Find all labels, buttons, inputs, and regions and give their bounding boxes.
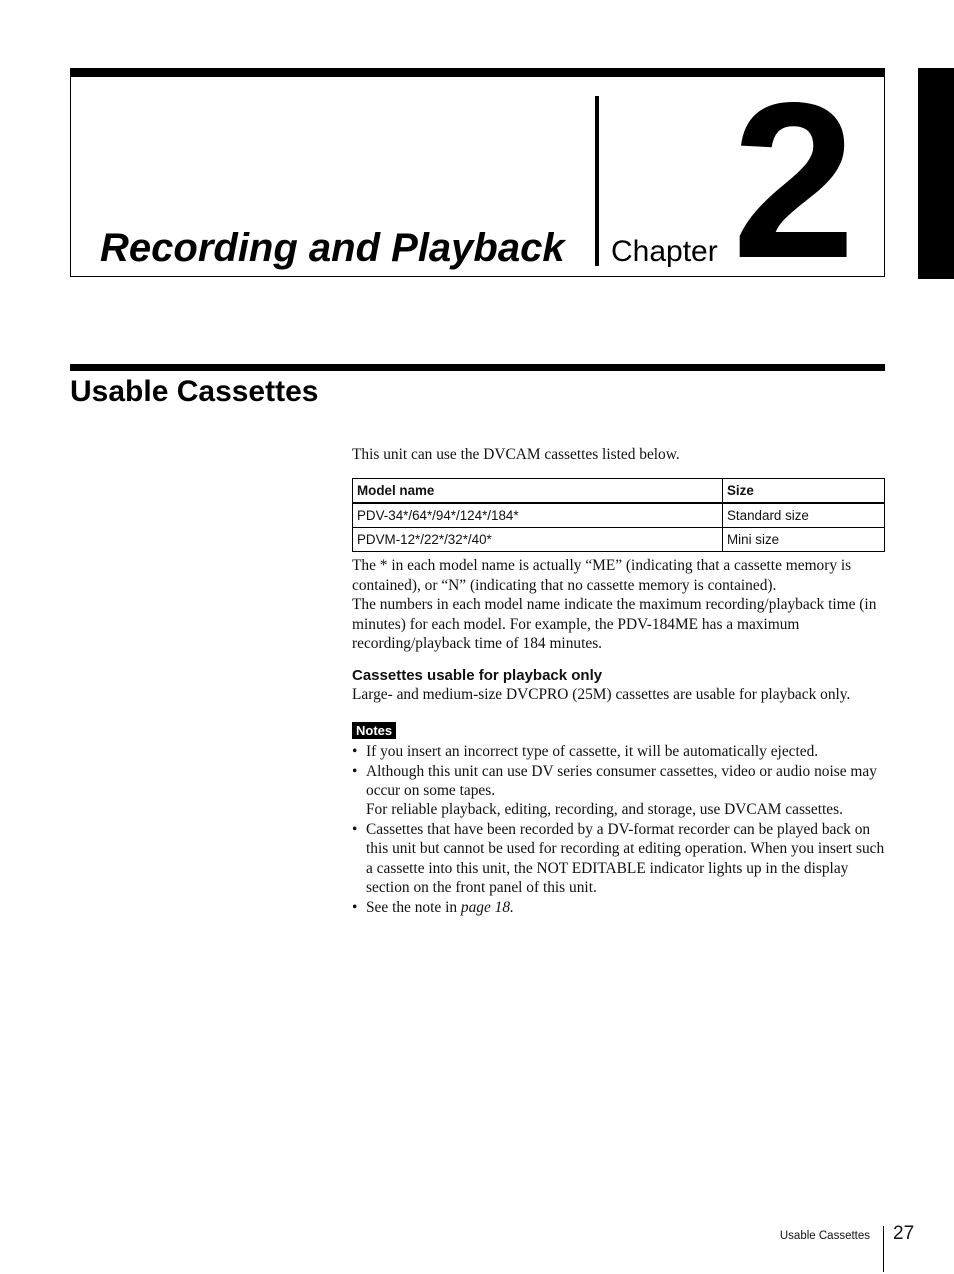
- chapter-title: Recording and Playback: [100, 226, 565, 270]
- table-header-row: [353, 479, 885, 504]
- note-text: If you insert an incorrect type of cassette, it will be automatically ejected.: [366, 743, 819, 761]
- notes-list: [352, 742, 885, 917]
- page-number: 27: [893, 1223, 915, 1244]
- playback-only-heading: Cassettes usable for playback only: [352, 667, 603, 685]
- footer-divider: [883, 1226, 884, 1272]
- note-text: See the note in: [366, 898, 458, 916]
- list-item: [352, 898, 885, 917]
- footer-section-label: Usable Cassettes: [779, 1230, 870, 1242]
- table-cell-size: Standard size: [723, 503, 885, 528]
- list-item: [352, 742, 885, 761]
- table-row: [353, 528, 885, 552]
- chapter-side-tab: [918, 68, 954, 279]
- chapter-label: Chapter: [611, 235, 718, 268]
- notes-label: Notes: [352, 722, 396, 739]
- section-title: Usable Cassettes: [70, 375, 319, 408]
- note-text: Cassettes that have been recorded by a DV-format recorder can be played back on this unit but cannot be used for recording at editing operation. When you insert such a cassette into this unit, the NOT EDITABLE indicator lights up in the display section on the front panel of this unit.: [366, 820, 885, 897]
- table-cell-model: PDV-34*/64*/94*/124*/184*: [353, 503, 723, 528]
- chapter-divider: [595, 96, 599, 266]
- playback-only-text: Large- and medium-size DVCPRO (25M) cassettes are usable for playback only.: [352, 686, 851, 704]
- table-cell-model: PDVM-12*/22*/32*/40*: [353, 528, 723, 552]
- column-header-model: Model name: [353, 479, 723, 504]
- note-continuation: For reliable playback, editing, recording, and storage, use DVCAM cassettes.: [366, 801, 843, 819]
- page-reference-link[interactable]: page 18.: [460, 898, 514, 916]
- note-text: Although this unit can use DV series consumer cassettes, video or audio noise may occur on some tapes.: [366, 762, 877, 800]
- main-content: [352, 445, 885, 917]
- list-item: [352, 820, 885, 898]
- cassette-table: [352, 478, 885, 552]
- intro-text: This unit can use the DVCAM cassettes listed below.: [352, 446, 680, 463]
- table-row: [353, 503, 885, 528]
- chapter-number: 2: [732, 57, 856, 305]
- table-cell-size: Mini size: [723, 528, 885, 552]
- model-number-paragraph: The numbers in each model name indicate the maximum recording/playback time (in minutes) for each model. For example, the PDV-184ME has a maximum recording/playback time of 184 minutes.: [352, 596, 877, 653]
- column-header-size: Size: [723, 479, 885, 504]
- model-suffix-paragraph: The * in each model name is actually “ME” (indicating that a cassette memory is contained), or “N” (indicating that no cassette memory is contained).: [352, 557, 852, 594]
- list-item: [352, 762, 885, 820]
- section-rule: [70, 364, 885, 371]
